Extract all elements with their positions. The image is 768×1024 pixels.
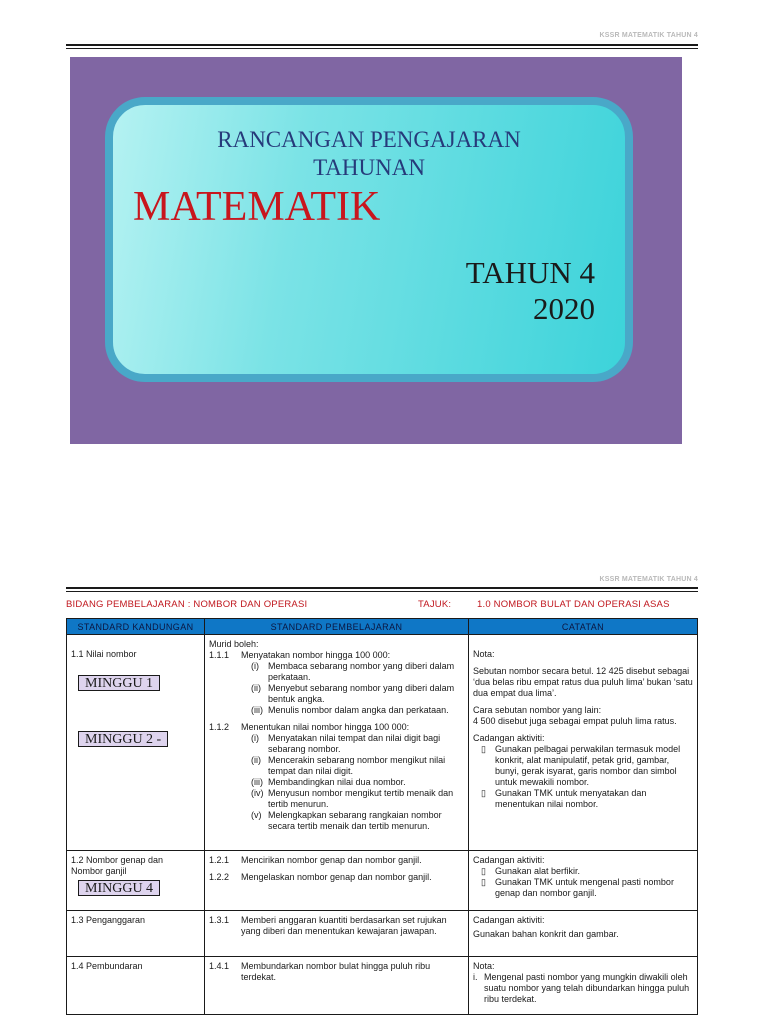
item-text: Membandingkan nilai dua nombor. bbox=[268, 777, 406, 787]
content-standard: 1.1 Nilai nombor bbox=[71, 649, 137, 659]
cover-year: 2020 bbox=[533, 291, 595, 326]
cover-title-line1: RANCANGAN PENGAJARAN bbox=[217, 127, 521, 152]
item-text: Mengenal pasti nombor yang mungkin diwakili oleh suatu nombor yang telah dibundarkan hingga puluh ribu terdekat. bbox=[484, 972, 690, 1004]
content-standard-cell bbox=[67, 957, 205, 1015]
cover-subject: MATEMATIK bbox=[133, 184, 381, 230]
header-rule-thick bbox=[66, 44, 698, 46]
item-number: (iii) bbox=[251, 705, 263, 715]
item-number: (v) bbox=[251, 810, 262, 820]
bullet-icon: ▯ bbox=[481, 877, 486, 887]
header-rule-thin bbox=[66, 48, 698, 49]
activity-label: Cadangan aktiviti: bbox=[473, 733, 545, 743]
content-standard: 1.4 Pembundaran bbox=[71, 961, 143, 971]
content-standard-cell bbox=[67, 911, 205, 957]
item-text: Melengkapkan sebarang rangkaian nombor secara tertib menaik dan tertib menurun. bbox=[268, 810, 442, 831]
notes-paragraph: Gunakan bahan konkrit dan gambar. bbox=[473, 929, 619, 939]
notes-paragraph: Cara sebutan nombor yang lain: bbox=[473, 705, 602, 715]
learning-standard-cell bbox=[205, 635, 469, 851]
week-badge: MINGGU 4 bbox=[78, 880, 160, 896]
bullet-icon: ▯ bbox=[481, 866, 486, 876]
standard-text: Menyatakan nombor hingga 100 000: bbox=[241, 650, 391, 660]
standard-text: Mengelaskan nombor genap dan nombor ganjil. bbox=[241, 872, 432, 882]
table-row bbox=[67, 911, 698, 957]
item-number: (iii) bbox=[251, 777, 263, 787]
activity-item: Gunakan pelbagai perwakilan termasuk model konkrit, alat manipulatif, petak grid, gambar, bunyi, gerak isyarat, garis nombor dan simbol untuk mewakili nombor. bbox=[495, 744, 681, 787]
page2-rule-thick bbox=[66, 587, 698, 589]
item-text: Menyatakan nilai tempat dan nilai digit bagi sebarang nombor. bbox=[268, 733, 441, 754]
item-number: (ii) bbox=[251, 755, 261, 765]
content-standard: 1.3 Penganggaran bbox=[71, 915, 146, 925]
table-header-row bbox=[67, 619, 698, 635]
table-row bbox=[67, 957, 698, 1015]
notes-paragraph: Sebutan nombor secara betul. 12 425 disebut sebagai ‘dua belas ribu empat ratus dua puluh lima’ bukan ‘satu dua empat dua lima’. bbox=[473, 666, 693, 698]
standard-code: 1.1.1 bbox=[209, 650, 230, 660]
standard-code: 1.4.1 bbox=[209, 961, 230, 971]
learning-standard-cell bbox=[205, 851, 469, 911]
notes-label: Nota: bbox=[473, 961, 495, 971]
notes-label: Nota: bbox=[473, 649, 495, 659]
content-standard-cell bbox=[67, 851, 205, 911]
learning-intro: Murid boleh: bbox=[209, 639, 259, 649]
standard-text: Menentukan nilai nombor hingga 100 000: bbox=[241, 722, 410, 732]
notes-cell bbox=[469, 911, 698, 957]
standard-text: Membundarkan nombor bulat hingga puluh ribu terdekat. bbox=[241, 961, 431, 982]
notes-paragraph: 4 500 disebut juga sebagai empat puluh lima ratus. bbox=[473, 716, 677, 726]
cover-title-panel bbox=[105, 97, 633, 382]
cover-background bbox=[70, 57, 682, 444]
page2-header-text: KSSR MATEMATIK TAHUN 4 bbox=[599, 576, 698, 583]
week-badge: MINGGU 2 - bbox=[78, 731, 168, 747]
column-header: STANDARD PEMBELAJARAN bbox=[205, 619, 469, 635]
standard-code: 1.2.2 bbox=[209, 872, 230, 882]
activity-item: Gunakan alat berfikir. bbox=[495, 866, 581, 876]
content-standard-cell bbox=[67, 635, 205, 851]
bullet-icon: ▯ bbox=[481, 788, 486, 798]
page2-rule-thin bbox=[66, 591, 698, 592]
activity-item: Gunakan TMK untuk menyatakan dan menentukan nilai nombor. bbox=[495, 788, 647, 809]
item-text: Menulis nombor dalam angka dan perkataan. bbox=[268, 705, 449, 715]
item-number: (i) bbox=[251, 733, 259, 743]
table-row bbox=[67, 851, 698, 911]
notes-cell bbox=[469, 957, 698, 1015]
item-text: Menyebut sebarang nombor yang diberi dalam bentuk angka. bbox=[268, 683, 455, 704]
cover-title-line2: TAHUNAN bbox=[313, 155, 425, 180]
cover-year-label: TAHUN 4 bbox=[465, 255, 595, 290]
item-number: (ii) bbox=[251, 683, 261, 693]
notes-cell bbox=[469, 635, 698, 851]
learning-standard-cell bbox=[205, 911, 469, 957]
standard-code: 1.2.1 bbox=[209, 855, 230, 865]
learning-area: BIDANG PEMBELAJARAN : NOMBOR DAN OPERASI bbox=[66, 599, 308, 610]
column-header: CATATAN bbox=[469, 619, 698, 635]
item-number: (i) bbox=[251, 661, 259, 671]
item-number: i. bbox=[473, 972, 478, 982]
topic-label: TAJUK: bbox=[418, 599, 452, 610]
item-text: Menyusun nombor mengikut tertib menaik dan tertib menurun. bbox=[268, 788, 454, 809]
lesson-plan-table bbox=[66, 618, 698, 1015]
activity-item: Gunakan TMK untuk mengenal pasti nombor genap dan nombor ganjil. bbox=[495, 877, 674, 898]
page-header-text: KSSR MATEMATIK TAHUN 4 bbox=[599, 32, 698, 39]
content-standard: 1.2 Nombor genap dan Nombor ganjil bbox=[71, 855, 164, 876]
learning-standard-cell bbox=[205, 957, 469, 1015]
week-badge: MINGGU 1 bbox=[78, 675, 160, 691]
activity-label: Cadangan aktiviti: bbox=[473, 855, 545, 865]
column-header: STANDARD KANDUNGAN bbox=[67, 619, 205, 635]
topic-title: 1.0 NOMBOR BULAT DAN OPERASI ASAS bbox=[477, 599, 670, 610]
standard-text: Mencirikan nombor genap dan nombor ganjil. bbox=[241, 855, 422, 865]
table-row bbox=[67, 635, 698, 851]
item-text: Membaca sebarang nombor yang diberi dalam perkataan. bbox=[268, 661, 455, 682]
bullet-icon: ▯ bbox=[481, 744, 486, 754]
standard-code: 1.3.1 bbox=[209, 915, 230, 925]
standard-code: 1.1.2 bbox=[209, 722, 230, 732]
notes-cell bbox=[469, 851, 698, 911]
activity-label: Cadangan aktiviti: bbox=[473, 915, 545, 925]
standard-text: Memberi anggaran kuantiti berdasarkan set rujukan yang diberi dan menentukan kewajaran jawapan. bbox=[241, 915, 447, 936]
item-number: (iv) bbox=[251, 788, 264, 798]
item-text: Mencerakin sebarang nombor mengikut nilai tempat dan nilai digit. bbox=[268, 755, 446, 776]
